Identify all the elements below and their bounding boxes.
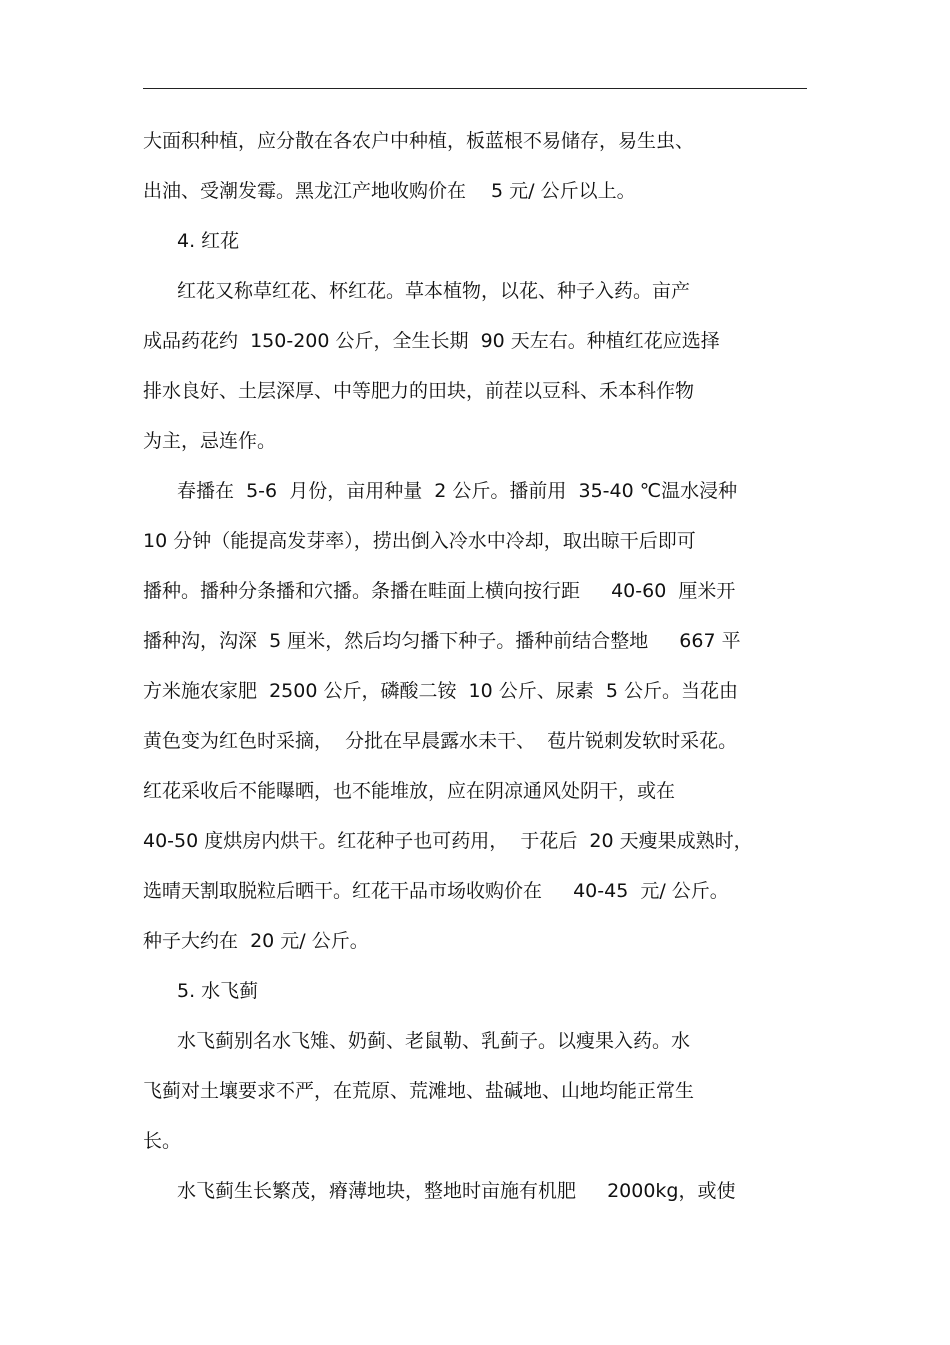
text-line: 种子大约在 20 元/ 公斤。 — [143, 930, 369, 952]
text-line: 选晴天割取脱粒后晒干。红花干品市场收购价在 40-45 元/ 公斤。 — [143, 880, 729, 902]
header-rule — [143, 88, 807, 89]
text-line: 播种。播种分条播和穴播。条播在畦面上横向按行距 40-60 厘米开 — [143, 580, 736, 602]
text-line: 黄色变为红色时采摘， 分批在早晨露水未干、 苞片锐刺发软时采花。 — [143, 730, 738, 752]
section-heading: 5. 水飞蓟 — [177, 980, 259, 1002]
text-line: 方米施农家肥 2500 公斤，磷酸二铵 10 公斤、尿素 5 公斤。当花由 — [143, 680, 738, 702]
text-line: 红花又称草红花、杯红花。草本植物，以花、种子入药。亩产 — [177, 280, 691, 302]
section-heading: 4. 红花 — [177, 230, 240, 252]
text-line: 春播在 5-6 月份，亩用种量 2 公斤。播前用 35-40 ℃温水浸种 — [177, 480, 738, 502]
text-line: 播种沟，沟深 5 厘米，然后均匀播下种子。播种前结合整地 667 平 — [143, 630, 741, 652]
text-line: 长。 — [143, 1130, 182, 1152]
text-line: 为主，忌连作。 — [143, 430, 277, 452]
text-line: 10 分钟（能提高发芽率），捞出倒入冷水中冷却，取出晾干后即可 — [143, 530, 696, 552]
text-line: 40-50 度烘房内烘干。红花种子也可药用， 于花后 20 天瘦果成熟时， — [143, 830, 753, 852]
text-line: 排水良好、土层深厚、中等肥力的田块，前茬以豆科、禾本科作物 — [143, 380, 695, 402]
text-line: 成品药花约 150-200 公斤，全生长期 90 天左右。种植红花应选择 — [143, 330, 720, 352]
text-line: 水飞蓟生长繁茂，瘠薄地块，整地时亩施有机肥 2000kg，或使 — [177, 1180, 736, 1202]
text-line: 出油、受潮发霉。黑龙江产地收购价在 5 元/ 公斤以上。 — [143, 180, 636, 202]
text-line: 飞蓟对土壤要求不严，在荒原、荒滩地、盐碱地、山地均能正常生 — [143, 1080, 695, 1102]
text-line: 红花采收后不能曝晒，也不能堆放，应在阴凉通风处阴干，或在 — [143, 780, 676, 802]
text-line: 水飞蓟别名水飞雉、奶蓟、老鼠勒、乳蓟子。以瘦果入药。水 — [177, 1030, 691, 1052]
text-line: 大面积种植，应分散在各农户中种植，板蓝根不易储存，易生虫、 — [143, 130, 695, 152]
